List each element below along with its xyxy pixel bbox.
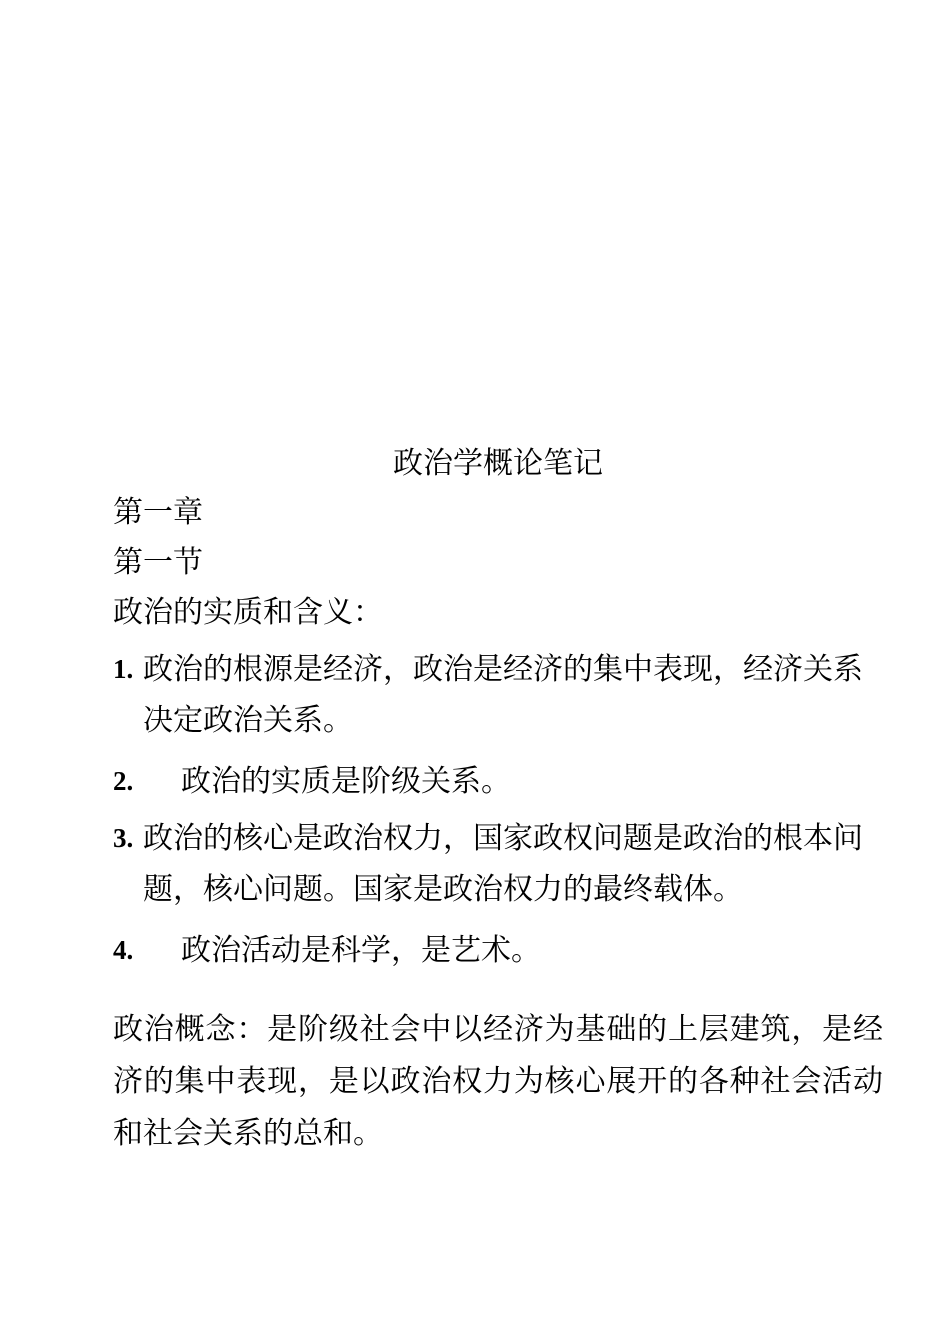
list-text: 政治活动是科学，是艺术。 xyxy=(181,933,541,968)
document-title: 政治学概论笔记 xyxy=(393,446,603,481)
list-item xyxy=(113,925,883,976)
document-body xyxy=(113,440,883,1160)
list-number: 4. xyxy=(113,935,134,965)
list-text: 政治的核心是政治权力，国家政权问题是政治的根本问题，核心问题。国家是政治权力的最终载体。 xyxy=(143,821,863,907)
section-heading: 第一节 xyxy=(113,545,203,580)
list-text: 政治的根源是经济，政治是经济的集中表现，经济关系决定政治关系。 xyxy=(143,652,863,738)
spacer xyxy=(113,976,883,1004)
list-text: 政治的实质是阶级关系。 xyxy=(181,764,511,799)
list-number: 2. xyxy=(113,766,134,796)
sub-heading: 政治的实质和含义： xyxy=(113,595,383,630)
list-item xyxy=(113,756,883,807)
list-number: 1. xyxy=(113,654,134,684)
list-item xyxy=(113,813,883,915)
list-item xyxy=(113,644,883,746)
concept-paragraph: 政治概念：是阶级社会中以经济为基础的上层建筑，是经济的集中表现，是以政治权力为核心展开的各种社会活动和社会关系的总和。 xyxy=(113,1012,883,1151)
chapter-heading: 第一章 xyxy=(113,495,203,530)
list-number: 3. xyxy=(113,823,134,853)
